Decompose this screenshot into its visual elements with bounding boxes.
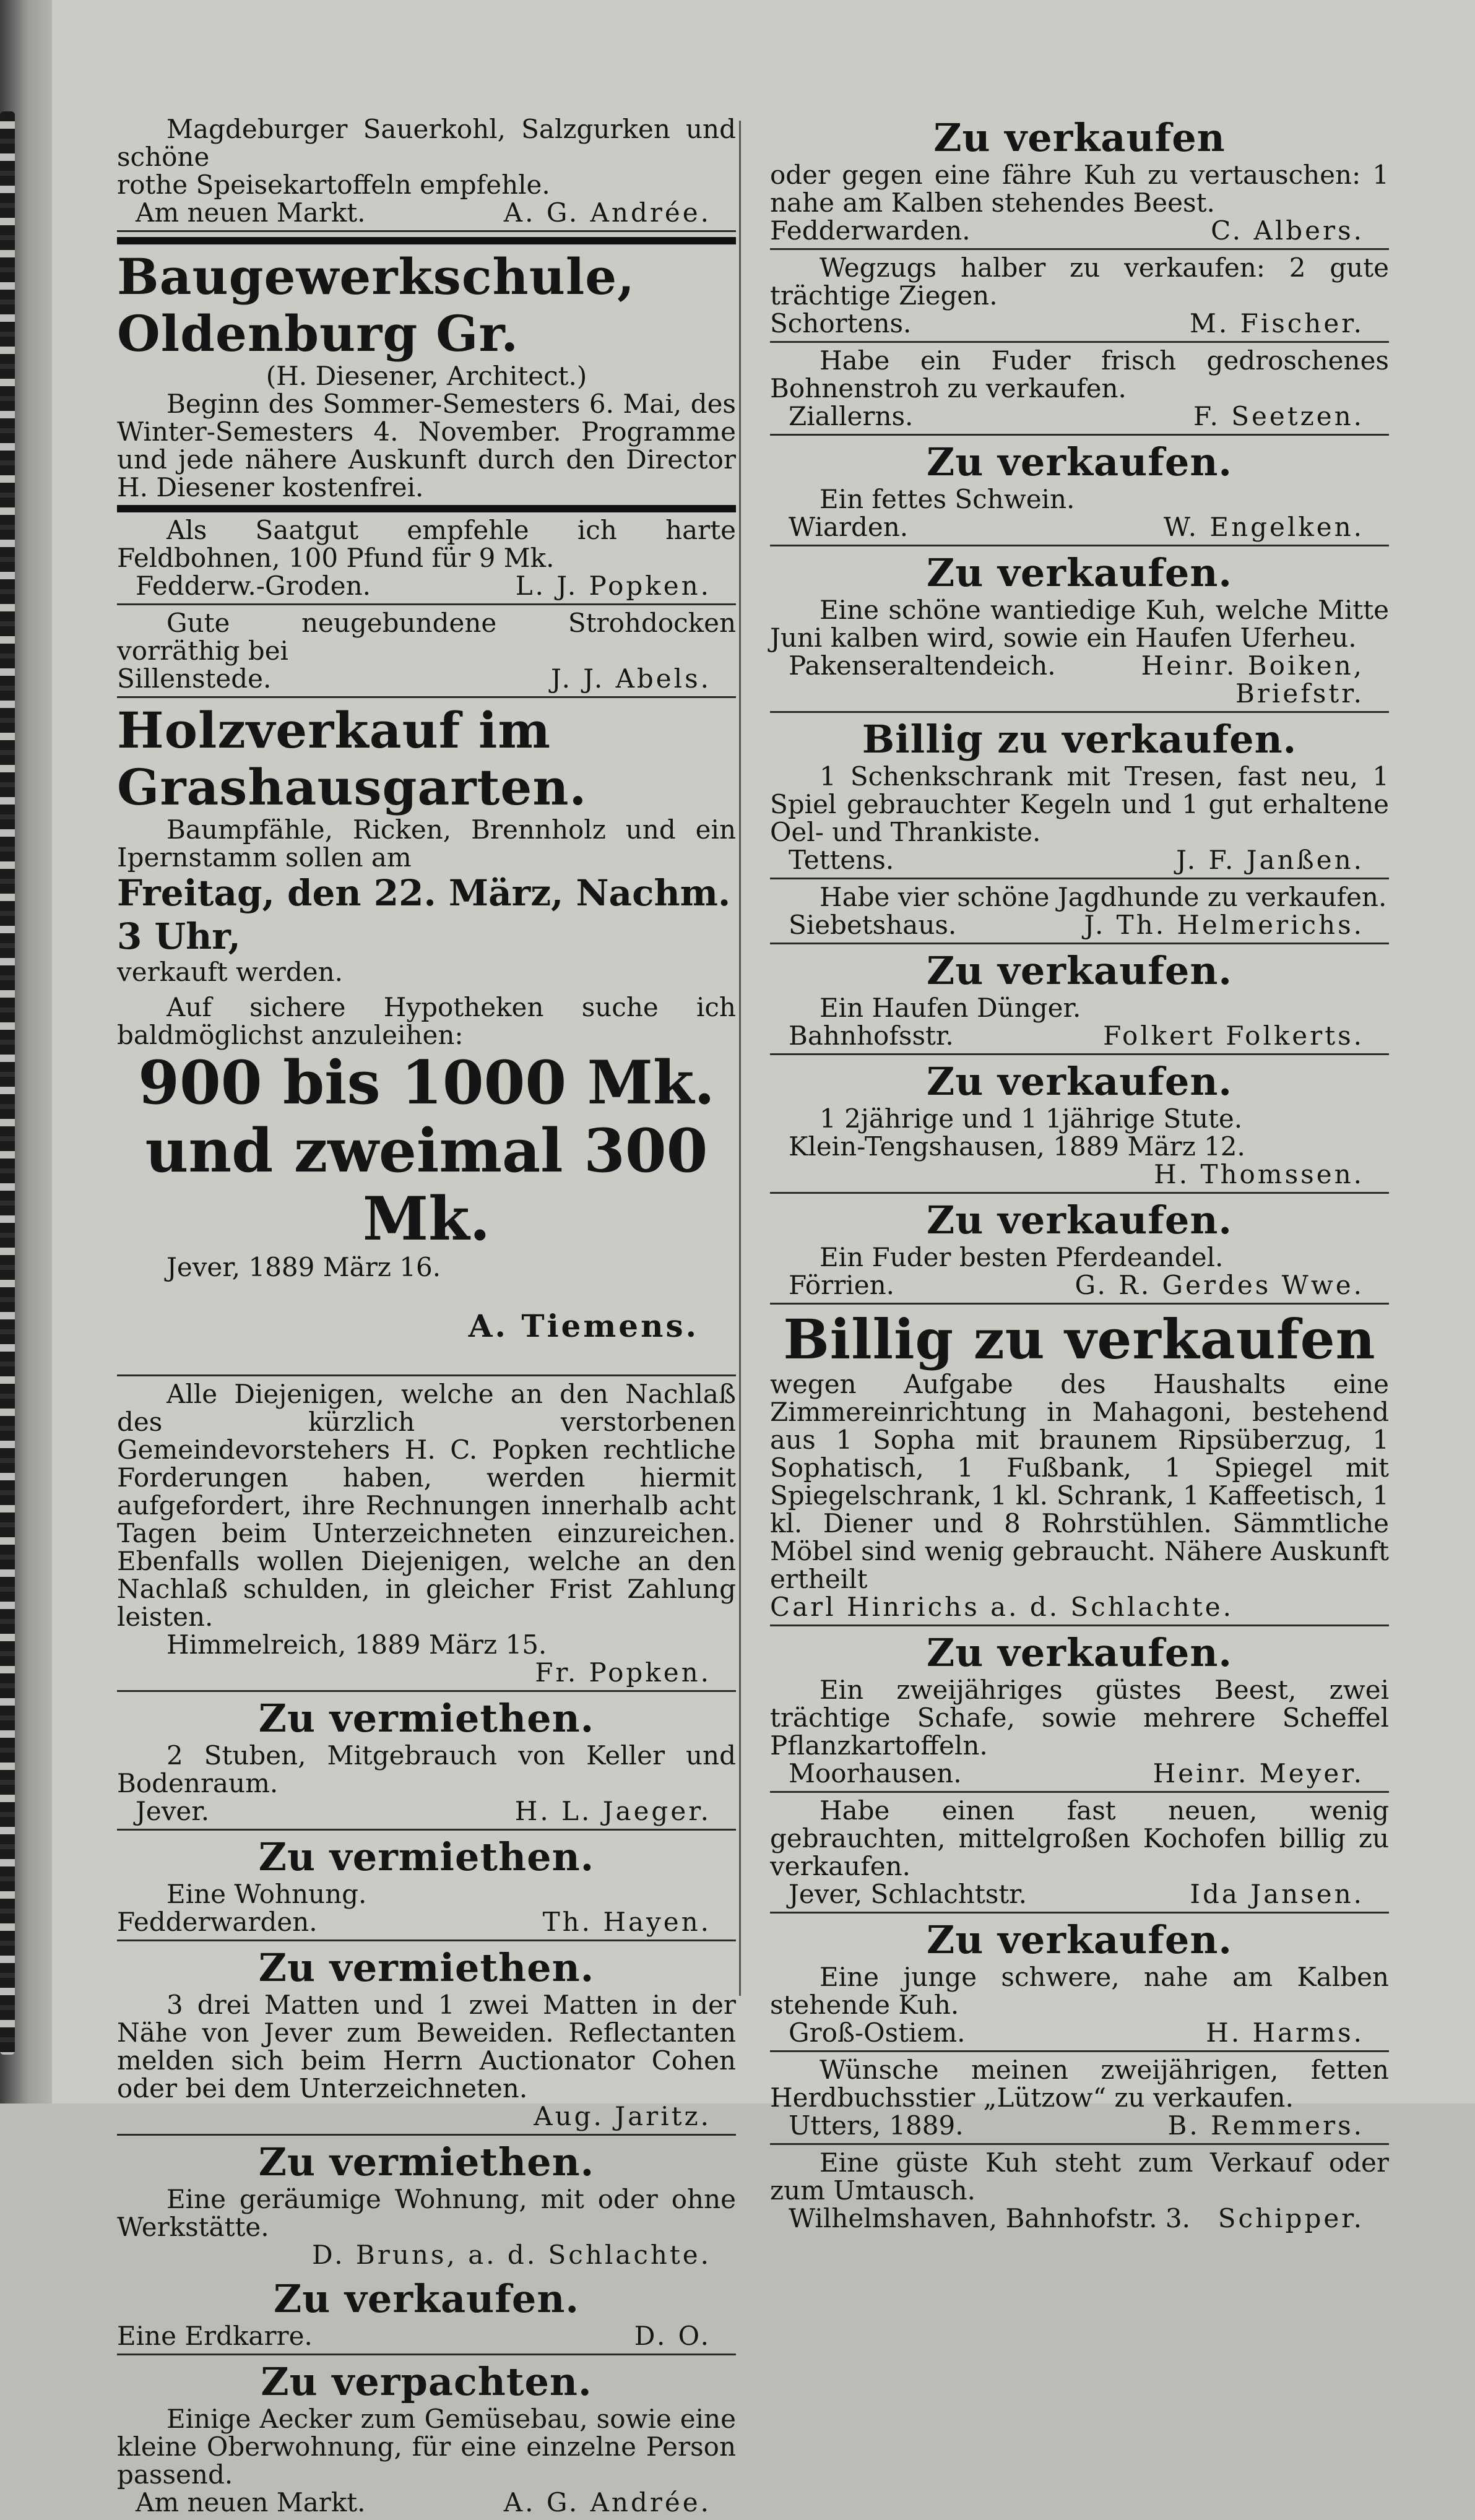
- ad-verpachten: [117, 2355, 736, 2520]
- ad-name: Th. Hayen.: [542, 1907, 711, 1937]
- ad-name: Heinr. Boiken,: [1141, 650, 1364, 681]
- left-column: [117, 111, 736, 2520]
- ad-text: Eine junge schwere, nahe am Kalben stehende Kuh.: [770, 1962, 1389, 2020]
- ad-place: Förrien.: [789, 1270, 894, 1300]
- ad-schenkschrank: [770, 713, 1389, 879]
- book-spine: [0, 0, 52, 2104]
- ad-name: G. R. Gerdes Wwe.: [1075, 1270, 1364, 1300]
- ad-signature-row: [117, 1908, 736, 1936]
- ad-name: H. Thomssen.: [1154, 1159, 1364, 1189]
- ad-erdkarre: [117, 2272, 736, 2355]
- ad-text: Ein fettes Schwein.: [820, 484, 1075, 514]
- ad-kuh: [770, 546, 1389, 713]
- ad-text: Gute neugebundene Strohdocken vorräthig bei: [117, 608, 736, 666]
- ad-place: Ziallerns.: [789, 401, 914, 431]
- ad-holzverkauf: [117, 698, 736, 990]
- ad-kochofen: [770, 1793, 1389, 1914]
- ad-strohdocken: [117, 605, 736, 698]
- ad-signature-row: [117, 665, 736, 693]
- ad-beest: [770, 111, 1389, 250]
- ad-text: verkauft werden.: [117, 957, 343, 987]
- ad-vermiethen-1: [117, 1692, 736, 1831]
- ad-ziegen: [770, 250, 1389, 343]
- ad-text: Habe ein Fuder frisch gedroschenes Bohnenstroh zu verkaufen.: [770, 345, 1389, 403]
- ad-name: H. Harms.: [1206, 2017, 1364, 2048]
- ad-place: Sillenstede.: [117, 663, 272, 694]
- ad-title: Baugewerkschule, Oldenburg Gr.: [117, 248, 636, 363]
- ad-signature-row: [117, 2488, 736, 2516]
- ad-name: M. Fischer.: [1189, 308, 1364, 339]
- newspaper-page: [52, 0, 1475, 2518]
- ad-place: Wilhelmshaven, Bahnhofstr. 3.: [789, 2203, 1190, 2233]
- ad-name: Carl Hinrichs a. d. Schlachte.: [770, 1592, 1234, 1622]
- ad-name: Ida Jansen.: [1190, 1879, 1364, 1909]
- ad-text: Als Saatgut empfehle ich harte Feldbohnen, 100 Pfund für 9 Mk.: [117, 515, 736, 573]
- ad-text: Ein Fuder besten Pferdeandel.: [820, 1242, 1224, 1272]
- ad-baugewerkschule: [117, 237, 736, 512]
- ad-text: Ein Haufen Dünger.: [820, 993, 1081, 1023]
- column-divider: [739, 121, 741, 1996]
- ad-zimmereinrichtung: [770, 1305, 1389, 1626]
- ad-signature-row: [770, 911, 1389, 939]
- ad-schwein: [770, 436, 1389, 546]
- binding-strip: [0, 111, 15, 2055]
- ad-title: Zu vermiethen.: [258, 1696, 595, 1741]
- ad-name: H. L. Jaeger.: [514, 1796, 711, 1826]
- ad-title: Holzverkauf im Grashausgarten.: [117, 701, 587, 816]
- ad-name: Heinr. Meyer.: [1153, 1758, 1364, 1789]
- ad-text: 1 2jährige und 1 1jährige Stute.: [820, 1103, 1243, 1134]
- ad-name: J. Th. Helmerichs.: [1084, 910, 1364, 940]
- ad-vermiethen-3: [117, 1941, 736, 2136]
- ad-bohnenstroh: [770, 343, 1389, 436]
- ad-name: W. Engelken.: [1163, 512, 1364, 542]
- ad-name: J. F. Janßen.: [1176, 845, 1364, 875]
- ad-duenger: [770, 944, 1389, 1055]
- ad-herdbuchsstier: [770, 2052, 1389, 2145]
- ad-place: Utters, 1889.: [789, 2110, 964, 2141]
- ad-text: Eine Erdkarre.: [117, 2321, 313, 2351]
- ad-text: Wegzugs halber zu verkaufen: 2 gute trächtige Ziegen.: [770, 252, 1389, 311]
- ad-vermiethen-4: [117, 2136, 736, 2272]
- ad-title: Zu verkaufen.: [926, 948, 1233, 993]
- ad-name: L. J. Popken.: [515, 571, 711, 601]
- ad-dateline: Himmelreich, 1889 März 15.: [167, 1629, 547, 1660]
- ad-title: Zu verkaufen.: [926, 550, 1233, 595]
- ad-signature-row: [770, 1271, 1389, 1299]
- ad-text: Eine geräumige Wohnung, mit oder ohne Werkstätte.: [117, 2184, 736, 2242]
- ad-name: Fr. Popken.: [535, 1657, 711, 1688]
- ad-signature-row: [770, 2204, 1389, 2232]
- ad-name: A. G. Andrée.: [503, 2487, 711, 2518]
- ad-hypotheken: [117, 990, 736, 1376]
- ad-signature-row: [770, 513, 1389, 541]
- ad-title: Zu vermiethen.: [258, 1834, 595, 1879]
- ad-title: Billig zu verkaufen.: [862, 717, 1297, 762]
- ad-text: rothe Speisekartoffeln empfehle.: [117, 170, 550, 200]
- ad-signature-row: [770, 402, 1389, 430]
- ad-signature-row: [770, 846, 1389, 874]
- ad-name: Schipper.: [1218, 2203, 1364, 2233]
- ad-amount: und zweimal 300 Mk.: [145, 1116, 708, 1254]
- ad-text: Eine Wohnung.: [167, 1879, 367, 1909]
- ad-schafe: [770, 1626, 1389, 1793]
- ad-text: Magdeburger Sauerkohl, Salzgurken und schöne: [117, 114, 736, 172]
- ad-signature-row: [117, 572, 736, 600]
- ad-name: D. O.: [634, 2321, 711, 2351]
- ad-title: Zu verkaufen: [933, 115, 1226, 160]
- ad-signature-row: [117, 1659, 736, 1686]
- ad-amount: 900 bis 1000 Mk.: [138, 1048, 715, 1118]
- ad-title: Zu vermiethen.: [258, 2139, 595, 2185]
- ad-guste-kuh: [770, 2145, 1389, 2236]
- ad-text: 3 drei Matten und 1 zwei Matten in der Nähe von Jever zum Beweiden. Reflectanten melden sich beim Herrn Auctionator Cohen oder bei dem Unterzeichneten.: [117, 1990, 736, 2104]
- ad-name: Folkert Folkerts.: [1103, 1021, 1364, 1051]
- ad-date: Freitag, den 22. März, Nachm. 3 Uhr,: [117, 872, 731, 957]
- ad-text: Eine schöne wantiedige Kuh, welche Mitte Juni kalben wird, sowie ein Haufen Uferheu.: [770, 595, 1389, 653]
- ad-place: Schortens.: [770, 308, 912, 339]
- ad-text: Habe vier schöne Jagdhunde zu verkaufen.: [820, 882, 1387, 912]
- ad-place: Fedderwarden.: [770, 215, 971, 246]
- ad-place: Bahnhofsstr.: [789, 1021, 954, 1051]
- ad-signature-row: [770, 217, 1389, 244]
- ad-signature-row: [770, 652, 1389, 680]
- ad-name: D. Bruns, a. d. Schlachte.: [312, 2240, 711, 2270]
- ad-signature-row: [770, 680, 1389, 707]
- ad-name: C. Albers.: [1211, 215, 1364, 246]
- ad-street: Briefstr.: [1235, 678, 1364, 709]
- ad-text: Einige Aecker zum Gemüsebau, sowie eine kleine Oberwohnung, für eine einzelne Person passend.: [117, 2404, 736, 2490]
- ad-junge-kuh: [770, 1914, 1389, 2052]
- ad-title: Zu vermiethen.: [258, 1945, 595, 1990]
- ad-vermiethen-2: [117, 1831, 736, 1941]
- ad-text: oder gegen eine fähre Kuh zu vertauschen: 1 nahe am Kalben stehendes Beest.: [770, 160, 1389, 218]
- ad-text: 2 Stuben, Mitgebrauch von Keller und Bodenraum.: [117, 1740, 736, 1798]
- ad-pferdeandel: [770, 1194, 1389, 1305]
- ad-nachlass: [117, 1376, 736, 1692]
- ad-name: Aug. Jaritz.: [534, 2101, 711, 2131]
- ad-place: Wiarden.: [789, 512, 909, 542]
- ad-text: Eine güste Kuh steht zum Verkauf oder zum Umtausch.: [770, 2147, 1389, 2206]
- ad-place: Siebetshaus.: [789, 910, 957, 940]
- ad-place: Fedderwarden.: [117, 1907, 318, 1937]
- ad-text: Alle Diejenigen, welche an den Nachlaß des kürzlich verstorbenen Gemeindevorstehers H. C. Popken rechtliche Forderungen haben, werden hiermit aufgefordert, ihre Rechnungen innerhalb acht Tagen beim Unterzeichneten einzureichen. Ebenfalls wollen Diejenigen, welche an den Nachlaß schulden, in gleicher Frist Zahlung leisten.: [117, 1379, 736, 1632]
- ad-signature-row: [117, 2102, 736, 2130]
- ad-signature-row: [770, 309, 1389, 337]
- ad-signature-row: [770, 1880, 1389, 1908]
- ad-name: A. G. Andrée.: [503, 197, 711, 228]
- ad-signature-row: [770, 1759, 1389, 1787]
- ad-place: Am neuen Markt.: [136, 2487, 366, 2518]
- ad-title: Zu verpachten.: [261, 2359, 592, 2404]
- ad-title: Zu verkaufen.: [926, 1197, 1233, 1243]
- ad-text: Auf sichere Hypotheken suche ich baldmöglichst anzuleihen:: [117, 992, 736, 1050]
- ad-signature-row: [770, 2019, 1389, 2047]
- ad-signature-row: [770, 2112, 1389, 2139]
- ad-place: Moorhausen.: [789, 1758, 962, 1789]
- ad-title: Zu verkaufen.: [273, 2276, 580, 2321]
- ad-title: Zu verkaufen.: [926, 1917, 1233, 1962]
- ad-title: Zu verkaufen.: [926, 439, 1233, 485]
- ad-jagdhunde: [770, 879, 1389, 944]
- ad-signature-row: [117, 2241, 736, 2269]
- ad-text: Wünsche meinen zweijährigen, fetten Herdbuchsstier „Lützow“ zu verkaufen.: [770, 2055, 1389, 2113]
- ad-signature-row: [117, 1797, 736, 1825]
- ad-place: Fedderw.-Groden.: [136, 571, 371, 601]
- ad-signature-row: [117, 199, 736, 227]
- ad-name: A. Tiemens.: [468, 1308, 699, 1344]
- ad-sauerkohl: [117, 111, 736, 232]
- ad-signature-row: [117, 2322, 736, 2350]
- ad-subtitle: (H. Diesener, Architect.): [266, 361, 587, 391]
- ad-place: Jever.: [136, 1796, 210, 1826]
- ad-signature-row: [770, 1160, 1389, 1188]
- ad-name: F. Seetzen.: [1193, 401, 1364, 431]
- ad-name: B. Remmers.: [1167, 2110, 1364, 2141]
- ad-title: Zu verkaufen.: [926, 1630, 1233, 1675]
- ad-signature-row: [770, 1022, 1389, 1050]
- ad-text: wegen Aufgabe des Haushalts eine Zimmereinrichtung in Mahagoni, bestehend aus 1 Sopha mit braunem Ripsüberzug, 1 Sophatisch, 1 Fußbank, 1 Spiegel mit Spiegelschrank, 1 kl. Schrank, 1 Kaffeetisch, 1 kl. Diener und 8 Rohrstühlen. Sämmtliche Möbel sind wenig gebraucht. Nähere Auskunft ertheilt: [770, 1369, 1389, 1594]
- right-column: [770, 111, 1389, 2236]
- ad-text: Ein zweijähriges güstes Beest, zwei trächtige Schafe, sowie mehrere Scheffel Pflanzkartoffeln.: [770, 1675, 1389, 1761]
- ad-dateline: Jever, 1889 März 16.: [167, 1252, 441, 1282]
- ad-title: Zu verkaufen.: [926, 1059, 1233, 1104]
- ad-title: Billig zu verkaufen: [783, 1307, 1376, 1371]
- ad-text: Habe einen fast neuen, wenig gebrauchten, mittelgroßen Kochofen billig zu verkaufen.: [770, 1795, 1389, 1881]
- ad-text: Baumpfähle, Ricken, Brennholz und ein Ipernstamm sollen am: [117, 814, 736, 873]
- ad-place: Tettens.: [789, 845, 894, 875]
- ad-place: Groß-Ostiem.: [789, 2017, 966, 2048]
- ad-place: Jever, Schlachtstr.: [789, 1879, 1027, 1909]
- ad-name: J. J. Abels.: [551, 663, 711, 694]
- ad-feldbohnen: [117, 512, 736, 605]
- ad-text: 1 Schenkschrank mit Tresen, fast neu, 1 Spiel gebrauchter Kegeln und 1 gut erhaltene Oel- und Thrankiste.: [770, 761, 1389, 847]
- ad-place: Am neuen Markt.: [136, 197, 366, 228]
- ad-stute: [770, 1055, 1389, 1194]
- ad-place: Pakenseraltendeich.: [789, 650, 1056, 681]
- ad-dateline: Klein-Tengshausen, 1889 März 12.: [789, 1131, 1245, 1162]
- ad-text: Beginn des Sommer-Semesters 6. Mai, des Winter-Semesters 4. November. Programme und jede nähere Auskunft durch den Director H. Diesener kostenfrei.: [117, 389, 736, 503]
